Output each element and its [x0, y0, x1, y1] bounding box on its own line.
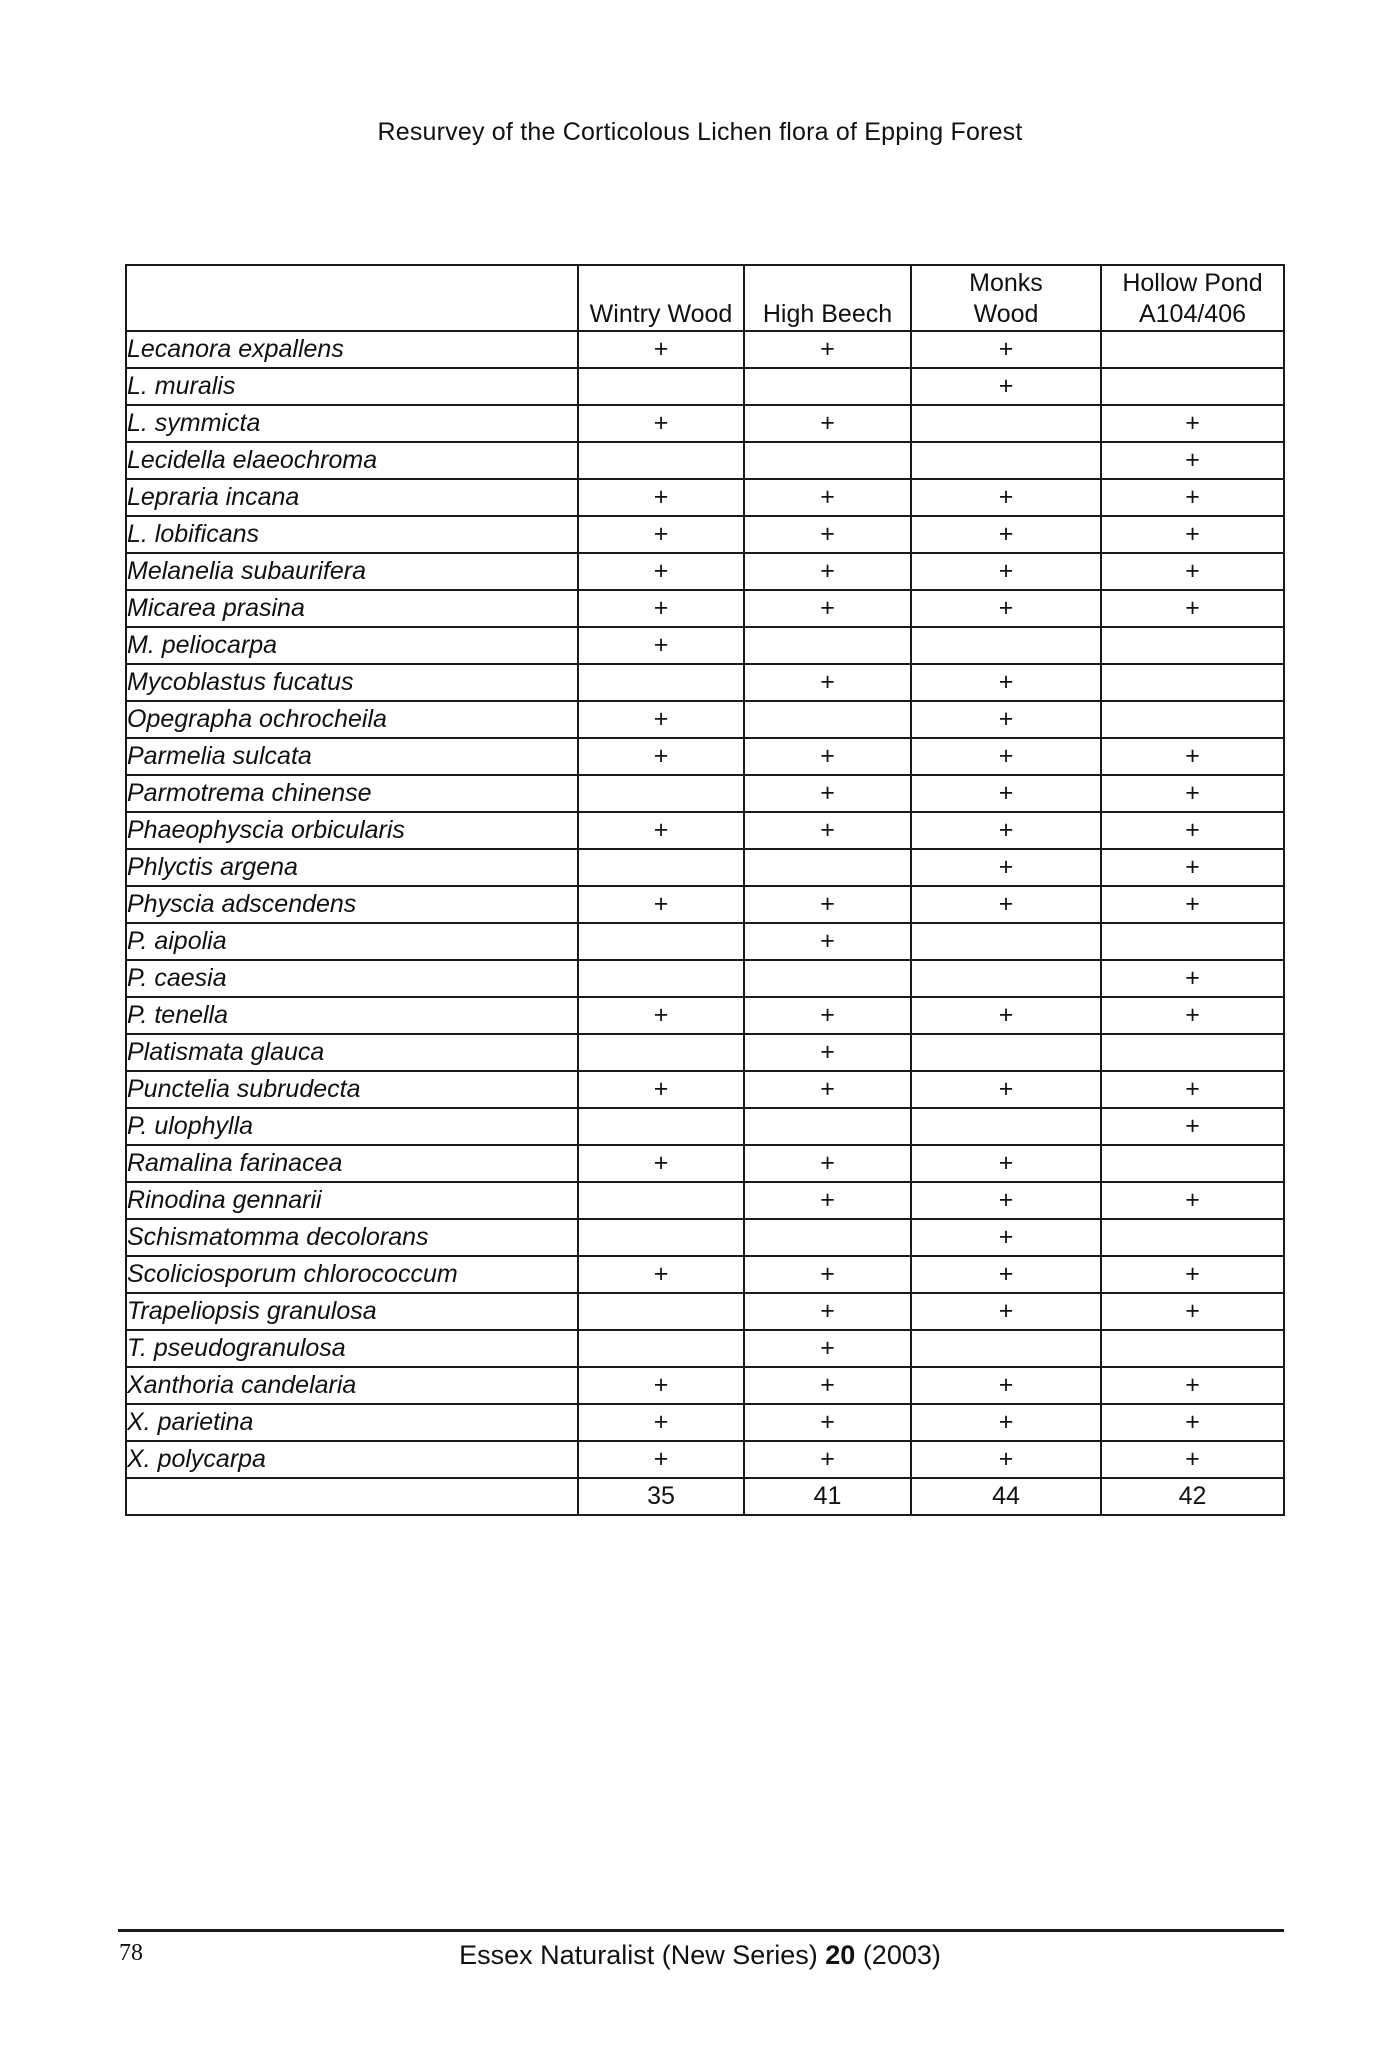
table-row [126, 1330, 1284, 1367]
presence-cell [744, 442, 911, 479]
presence-cell: + [578, 1367, 744, 1404]
presence-cell: + [911, 664, 1101, 701]
presence-cell: + [578, 1256, 744, 1293]
species-name-cell: Xanthoria candelaria [126, 1367, 578, 1404]
presence-cell [1101, 923, 1284, 960]
presence-cell: + [744, 664, 911, 701]
table-row [126, 849, 1284, 886]
presence-cell: + [1101, 590, 1284, 627]
species-name-cell: M. peliocarpa [126, 627, 578, 664]
table-row [126, 775, 1284, 812]
presence-cell [744, 1108, 911, 1145]
species-name-cell: L. lobificans [126, 516, 578, 553]
species-name-cell: Phaeophyscia orbicularis [126, 812, 578, 849]
presence-cell [578, 1034, 744, 1071]
presence-cell: + [744, 1293, 911, 1330]
presence-cell [911, 442, 1101, 479]
species-name-cell: P. ulophylla [126, 1108, 578, 1145]
presence-cell [578, 923, 744, 960]
table-row [126, 1071, 1284, 1108]
presence-cell: + [744, 997, 911, 1034]
presence-cell: + [744, 1256, 911, 1293]
species-name-cell: P. aipolia [126, 923, 578, 960]
publication-year: (2003) [862, 1940, 941, 1970]
presence-cell [1101, 627, 1284, 664]
presence-cell: + [911, 849, 1101, 886]
table-row [126, 1293, 1284, 1330]
presence-cell [1101, 1330, 1284, 1367]
species-name-cell: Mycoblastus fucatus [126, 664, 578, 701]
journal-name: Essex Naturalist (New Series) [459, 1940, 818, 1970]
species-name-cell: Melanelia subaurifera [126, 553, 578, 590]
presence-cell: + [1101, 738, 1284, 775]
table-row [126, 664, 1284, 701]
presence-cell [1101, 368, 1284, 405]
presence-cell: + [1101, 1182, 1284, 1219]
presence-cell: + [1101, 405, 1284, 442]
presence-cell: + [1101, 1441, 1284, 1478]
running-title: Resurvey of the Corticolous Lichen flora of Epping Forest [377, 118, 1023, 146]
table-row [126, 1108, 1284, 1145]
species-name-cell: Schismatomma decolorans [126, 1219, 578, 1256]
table-row [126, 368, 1284, 405]
presence-cell: + [911, 590, 1101, 627]
table-row [126, 1219, 1284, 1256]
presence-cell [744, 701, 911, 738]
table-row [126, 1404, 1284, 1441]
presence-cell: + [911, 331, 1101, 368]
presence-cell: + [744, 590, 911, 627]
species-name-cell: P. tenella [126, 997, 578, 1034]
table-row [126, 1256, 1284, 1293]
table-header-row [126, 265, 1284, 331]
presence-cell: + [578, 627, 744, 664]
species-name-cell: Parmelia sulcata [126, 738, 578, 775]
presence-cell: + [744, 1367, 911, 1404]
presence-cell: + [1101, 886, 1284, 923]
species-name-cell: L. symmicta [126, 405, 578, 442]
presence-cell: + [1101, 553, 1284, 590]
presence-cell [578, 368, 744, 405]
presence-cell: + [744, 738, 911, 775]
presence-cell: + [744, 1145, 911, 1182]
presence-cell: + [1101, 960, 1284, 997]
presence-cell [911, 960, 1101, 997]
presence-cell: + [578, 997, 744, 1034]
species-name-cell: Scoliciosporum chlorococcum [126, 1256, 578, 1293]
presence-cell: + [1101, 812, 1284, 849]
presence-cell [911, 1034, 1101, 1071]
species-name-cell: X. parietina [126, 1404, 578, 1441]
presence-cell: + [744, 553, 911, 590]
table-row [126, 442, 1284, 479]
table-row [126, 812, 1284, 849]
table-row [126, 1034, 1284, 1071]
presence-cell: + [911, 553, 1101, 590]
table-row [126, 516, 1284, 553]
species-name-cell: Platismata glauca [126, 1034, 578, 1071]
presence-cell: + [911, 1293, 1101, 1330]
species-name-cell: Parmotrema chinense [126, 775, 578, 812]
column-header-hollow-pond: Hollow Pond A104/406 [1101, 265, 1284, 331]
species-name-cell: Phlyctis argena [126, 849, 578, 886]
presence-cell: + [911, 812, 1101, 849]
presence-cell: + [744, 812, 911, 849]
presence-cell: + [1101, 442, 1284, 479]
presence-cell: + [911, 1145, 1101, 1182]
species-name-cell: Ramalina farinacea [126, 1145, 578, 1182]
presence-cell: + [911, 1071, 1101, 1108]
species-name-cell: T. pseudogranulosa [126, 1330, 578, 1367]
table-row [126, 1182, 1284, 1219]
presence-cell: + [744, 1441, 911, 1478]
presence-cell: + [744, 331, 911, 368]
column-header-wintry-wood: Wintry Wood [578, 265, 744, 331]
presence-cell [578, 1293, 744, 1330]
table-row [126, 331, 1284, 368]
presence-cell [744, 849, 911, 886]
presence-cell: + [578, 738, 744, 775]
species-name-cell: Punctelia subrudecta [126, 1071, 578, 1108]
presence-cell: + [1101, 775, 1284, 812]
presence-cell [578, 1108, 744, 1145]
total-high-beech: 41 [744, 1478, 911, 1515]
presence-cell: + [744, 1404, 911, 1441]
presence-cell [578, 1182, 744, 1219]
presence-cell [1101, 664, 1284, 701]
total-wintry-wood: 35 [578, 1478, 744, 1515]
presence-cell: + [911, 1182, 1101, 1219]
presence-cell [1101, 331, 1284, 368]
presence-cell: + [1101, 516, 1284, 553]
presence-cell [1101, 1219, 1284, 1256]
presence-cell [1101, 1145, 1284, 1182]
presence-cell: + [744, 479, 911, 516]
presence-cell [744, 627, 911, 664]
column-header-monks-wood: Monks Wood [911, 265, 1101, 331]
presence-cell: + [578, 516, 744, 553]
presence-cell: + [911, 1367, 1101, 1404]
presence-cell: + [744, 1330, 911, 1367]
table-row [126, 960, 1284, 997]
species-name-cell: Lecidella elaeochroma [126, 442, 578, 479]
presence-cell: + [578, 1145, 744, 1182]
totals-label-cell [126, 1478, 578, 1515]
totals-row [126, 1478, 1284, 1515]
presence-cell [744, 960, 911, 997]
presence-cell: + [744, 1071, 911, 1108]
volume-number: 20 [825, 1940, 856, 1970]
presence-cell: + [1101, 479, 1284, 516]
presence-cell: + [1101, 1071, 1284, 1108]
presence-cell: + [911, 1256, 1101, 1293]
species-name-cell: Opegrapha ochrocheila [126, 701, 578, 738]
presence-cell: + [911, 1404, 1101, 1441]
table-row [126, 405, 1284, 442]
table-row [126, 479, 1284, 516]
presence-cell: + [911, 1441, 1101, 1478]
table-row [126, 553, 1284, 590]
table-row [126, 886, 1284, 923]
presence-cell: + [744, 886, 911, 923]
presence-cell [578, 442, 744, 479]
presence-cell: + [1101, 1256, 1284, 1293]
table-row [126, 997, 1284, 1034]
table-row [126, 1441, 1284, 1478]
table-row [126, 923, 1284, 960]
presence-cell: + [1101, 1293, 1284, 1330]
species-name-cell: Micarea prasina [126, 590, 578, 627]
presence-cell: + [578, 553, 744, 590]
presence-cell: + [1101, 1367, 1284, 1404]
table-row [126, 627, 1284, 664]
presence-cell [578, 1330, 744, 1367]
presence-cell: + [1101, 849, 1284, 886]
presence-cell [911, 405, 1101, 442]
species-name-cell: P. caesia [126, 960, 578, 997]
presence-cell: + [744, 1182, 911, 1219]
table-row [126, 1367, 1284, 1404]
total-hollow-pond: 42 [1101, 1478, 1284, 1515]
presence-cell [578, 960, 744, 997]
presence-cell: + [1101, 997, 1284, 1034]
species-column-header [126, 265, 578, 331]
journal-citation [0, 1940, 1400, 1971]
presence-cell [911, 627, 1101, 664]
presence-cell: + [744, 923, 911, 960]
presence-cell [911, 1108, 1101, 1145]
presence-cell: + [578, 701, 744, 738]
presence-cell: + [911, 516, 1101, 553]
presence-cell: + [578, 1404, 744, 1441]
lichen-species-table [125, 264, 1285, 1516]
species-name-cell: Lecanora expallens [126, 331, 578, 368]
species-name-cell: Physcia adscendens [126, 886, 578, 923]
page-number: 78 [119, 1940, 143, 1966]
table-row [126, 1145, 1284, 1182]
presence-cell: + [911, 701, 1101, 738]
table-row [126, 738, 1284, 775]
presence-cell: + [578, 812, 744, 849]
presence-cell: + [744, 405, 911, 442]
presence-cell [911, 923, 1101, 960]
presence-cell: + [744, 775, 911, 812]
species-name-cell: Trapeliopsis granulosa [126, 1293, 578, 1330]
presence-cell: + [911, 1219, 1101, 1256]
presence-cell [911, 1330, 1101, 1367]
species-name-cell: L. muralis [126, 368, 578, 405]
presence-cell: + [911, 886, 1101, 923]
presence-cell: + [578, 1071, 744, 1108]
presence-cell [578, 849, 744, 886]
species-name-cell: Rinodina gennarii [126, 1182, 578, 1219]
total-monks-wood: 44 [911, 1478, 1101, 1515]
species-name-cell: X. polycarpa [126, 1441, 578, 1478]
presence-cell: + [578, 886, 744, 923]
footer-rule [118, 1929, 1284, 1932]
presence-cell: + [911, 368, 1101, 405]
presence-cell [1101, 701, 1284, 738]
table-body [126, 331, 1284, 1478]
presence-cell: + [911, 997, 1101, 1034]
presence-cell: + [578, 331, 744, 368]
table-row [126, 590, 1284, 627]
presence-cell [578, 775, 744, 812]
presence-cell [744, 368, 911, 405]
presence-cell: + [1101, 1108, 1284, 1145]
presence-cell [744, 1219, 911, 1256]
species-name-cell: Lepraria incana [126, 479, 578, 516]
presence-cell: + [578, 1441, 744, 1478]
presence-cell: + [744, 1034, 911, 1071]
presence-cell: + [578, 405, 744, 442]
presence-cell: + [744, 516, 911, 553]
presence-cell: + [1101, 1404, 1284, 1441]
presence-cell: + [911, 738, 1101, 775]
presence-cell: + [578, 479, 744, 516]
presence-cell: + [911, 479, 1101, 516]
presence-cell [578, 664, 744, 701]
presence-cell: + [578, 590, 744, 627]
presence-cell [1101, 1034, 1284, 1071]
presence-cell: + [911, 775, 1101, 812]
column-header-high-beech: High Beech [744, 265, 911, 331]
presence-cell [578, 1219, 744, 1256]
table-row [126, 701, 1284, 738]
